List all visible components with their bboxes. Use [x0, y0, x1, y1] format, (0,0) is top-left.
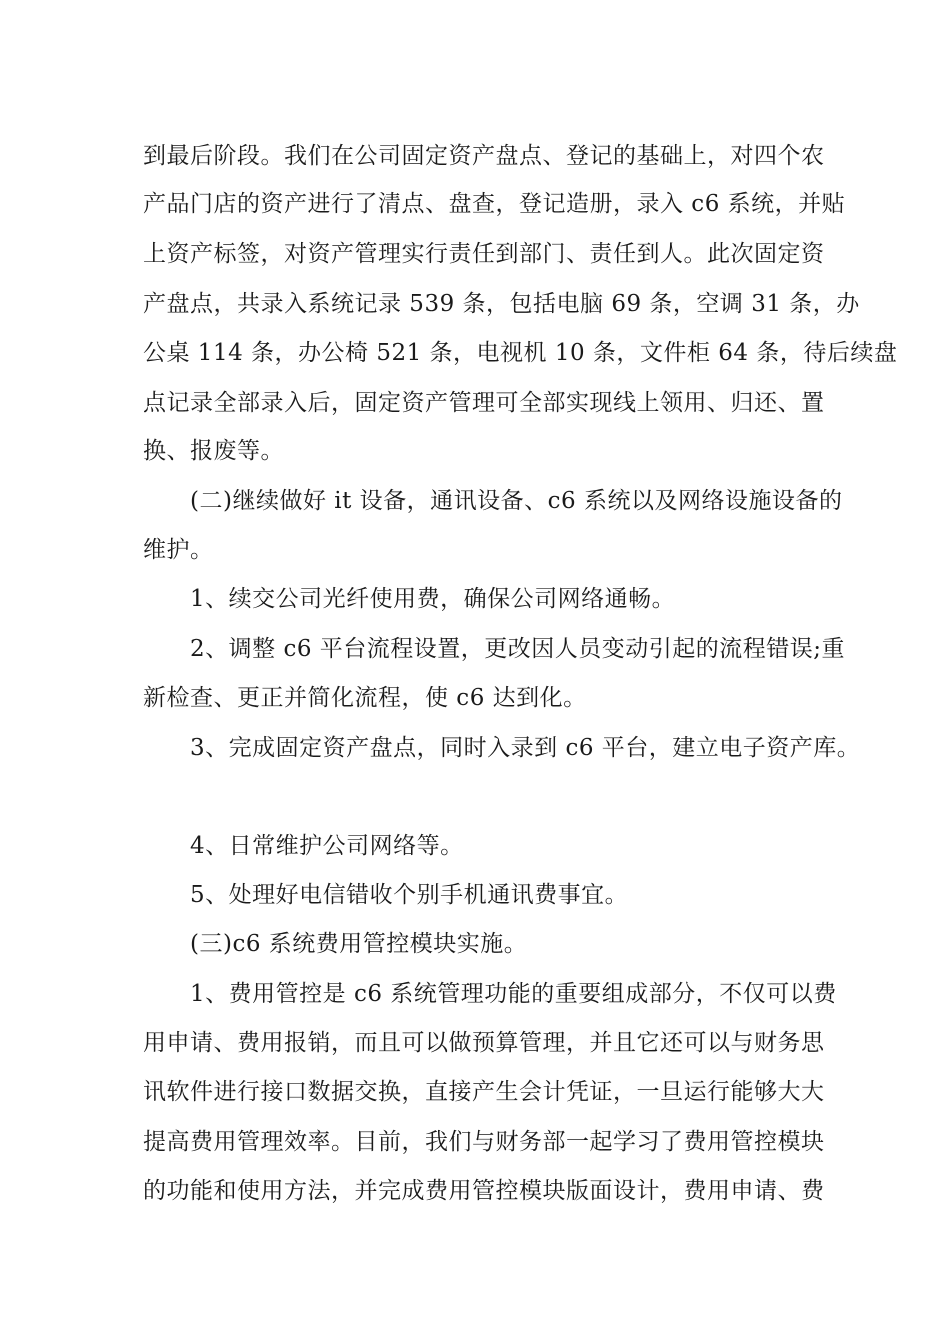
text-line: 维护。: [143, 537, 214, 563]
text-line: 到最后阶段。我们在公司固定资产盘点、登记的基础上，对四个农: [143, 143, 825, 169]
list-item: 1、费用管控是 c6 系统管理功能的重要组成部分，不仅可以费: [190, 981, 837, 1007]
text-line: 讯软件进行接口数据交换，直接产生会计凭证，一旦运行能够大大: [143, 1079, 825, 1105]
list-item: 3、完成固定资产盘点，同时入录到 c6 平台，建立电子资产库。: [190, 735, 861, 761]
text-line: 用申请、费用报销，而且可以做预算管理，并且它还可以与财务思: [143, 1030, 825, 1056]
text-line: 公桌 114 条，办公椅 521 条，电视机 10 条，文件柜 64 条，待后续盘: [143, 340, 898, 366]
text-line: 新检查、更正并简化流程，使 c6 达到化。: [143, 685, 587, 711]
text-line: 的功能和使用方法，并完成费用管控模块版面设计，费用申请、费: [143, 1178, 825, 1204]
section-heading: (三)c6 系统费用管控模块实施。: [190, 931, 528, 957]
section-heading: (二)继续做好 it 设备，通讯设备、c6 系统以及网络设施设备的: [190, 488, 843, 514]
list-item: 1、续交公司光纤使用费，确保公司网络通畅。: [190, 586, 676, 612]
text-line: 提高费用管理效率。目前，我们与财务部一起学习了费用管控模块: [143, 1129, 825, 1155]
text-line: 换、报废等。: [143, 438, 284, 464]
list-item: 2、调整 c6 平台流程设置，更改因人员变动引起的流程错误;重: [190, 636, 846, 662]
text-line: 产品门店的资产进行了清点、盘查，登记造册，录入 c6 系统，并贴: [143, 191, 846, 217]
list-item: 5、处理好电信错收个别手机通讯费事宜。: [190, 882, 629, 908]
text-line: 点记录全部录入后，固定资产管理可全部实现线上领用、归还、置: [143, 390, 825, 416]
text-line: 产盘点，共录入系统记录 539 条，包括电脑 69 条，空调 31 条，办: [143, 291, 860, 317]
text-line: 上资产标签，对资产管理实行责任到部门、责任到人。此次固定资: [143, 241, 825, 267]
list-item: 4、日常维护公司网络等。: [190, 833, 464, 859]
